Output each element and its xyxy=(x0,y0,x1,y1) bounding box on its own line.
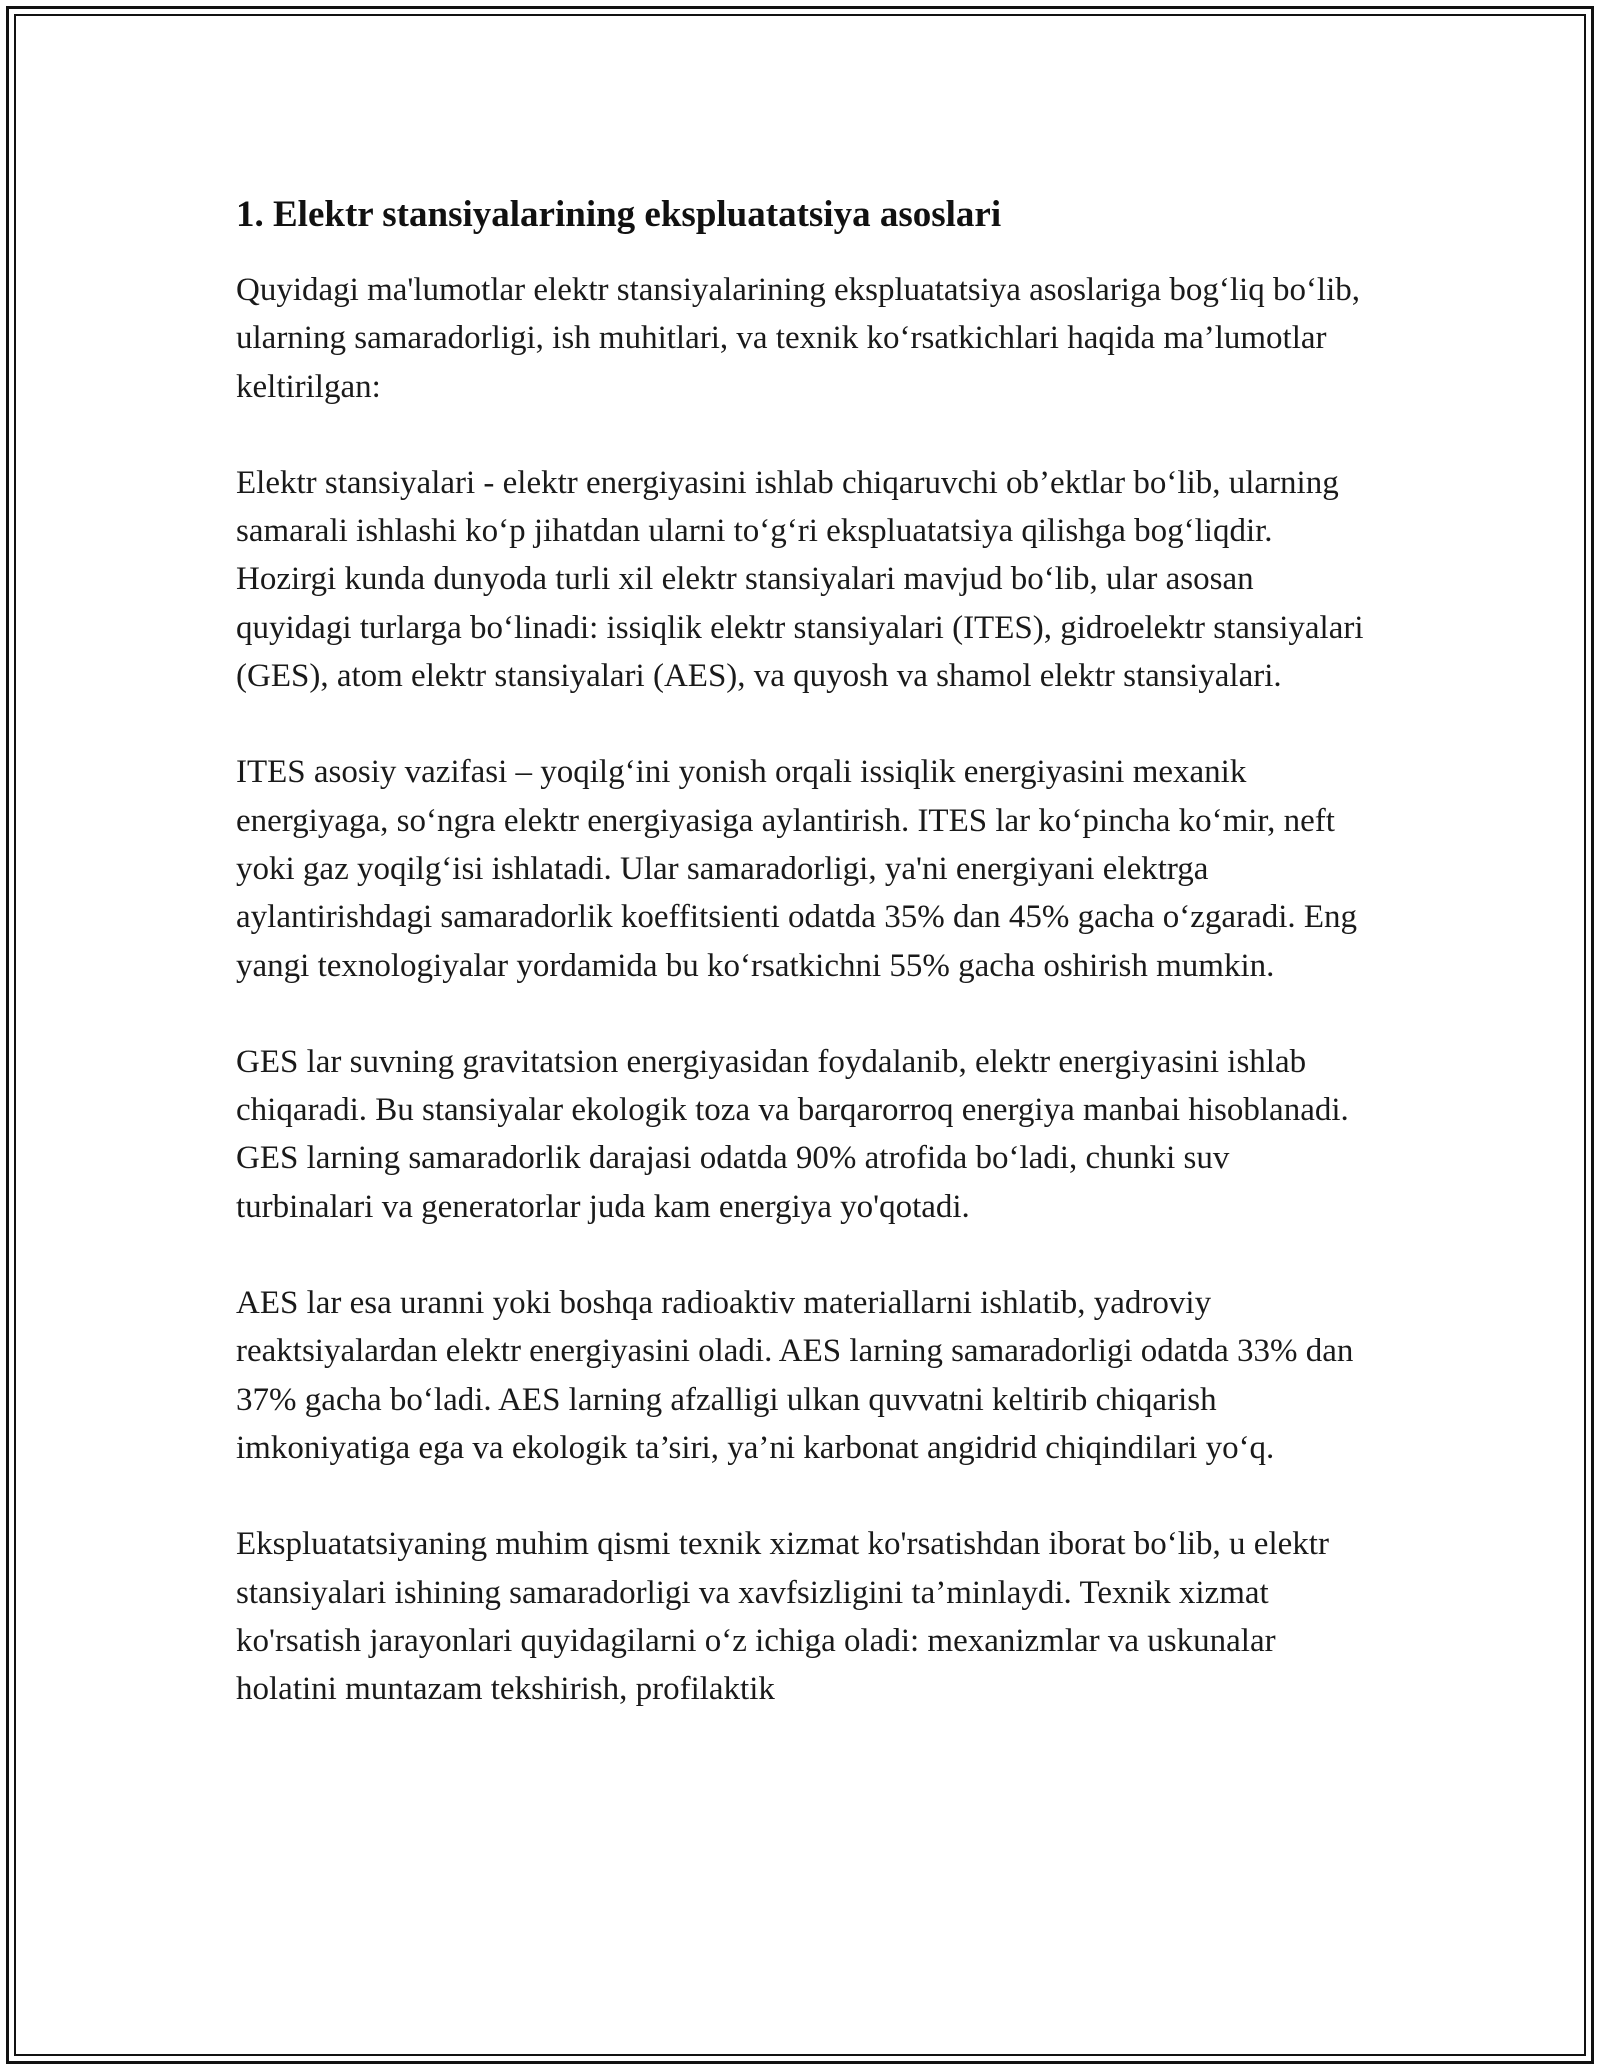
paragraph-ges: GES lar suvning gravitatsion energiyasidan foydalanib, elektr energiyasini ishlab chiqaradi. Bu stansiyalar ekologik toza va barqarorroq energiya manbai hisoblanadi. GES larning samaradorlik darajasi odatda 90% atrofida bo‘ladi, chunki suv turbinalari va generatorlar juda kam energiya yo'qotadi. xyxy=(236,1043,1349,1225)
paragraph-maintenance: Ekspluatatsiyaning muhim qismi texnik xizmat ko'rsatishdan iborat bo‘lib, u elektr stansiyalari ishining samaradorligi va xavfsizligini ta’minlaydi. Texnik xizmat ko'rsatish jarayonlari quyidagilarni o‘z ichiga oladi: mexanizmlar va uskunalar holatini muntazam tekshirish, profilaktik xyxy=(236,1526,1329,1708)
paragraph-station-types: Elektr stansiyalari - elektr energiyasini ishlab chiqaruvchi ob’ektlar bo‘lib, ularning samarali ishlashi ko‘p jihatdan ularni to‘g‘ri ekspluatatsiya qilishga bog‘liqdir. Hozirgi kunda dunyoda turli xil elektr stansiyalari mavjud bo‘lib, ular asosan quyidagi turlarga bo‘linadi: issiqlik elektr stansiyalari (ITES), gidroelektr stansiyalari (GES), atom elektr stansiyalari (AES), va quyosh va shamol elektr stansiyalari. xyxy=(236,464,1364,695)
paragraph-ites: ITES asosiy vazifasi – yoqilg‘ini yonish orqali issiqlik energiyasini mexanik energiyaga, so‘ngra elektr energiyasiga aylantirish. ITES lar ko‘pincha ko‘mir, neft yoki gaz yoqilg‘isi ishlatadi. Ular samaradorligi, ya'ni energiyani elektrga aylantirishdagi samaradorlik koeffitsienti odatda 35% dan 45% gacha o‘zgaradi. Eng yangi texnologiyalar yordamida bu ko‘rsatkichni 55% gacha oshirish mumkin. xyxy=(236,754,1358,984)
document-body xyxy=(236,190,1372,1761)
paragraph-aes: AES lar esa uranni yoki boshqa radioaktiv materiallarni ishlatib, yadroviy reaktsiyalardan elektr energiyasini oladi. AES larning samaradorligi odatda 33% dan 37% gacha bo‘ladi. AES larning afzalligi ulkan quvvatni keltirib chiqarish imkoniyatiga ega va ekologik ta’siri, ya’ni karbonat angidrid chiqindilari yo‘q. xyxy=(236,1285,1354,1466)
paragraph-intro: Quyidagi ma'lumotlar elektr stansiyalarining ekspluatatsiya asoslariga bog‘liq bo‘lib, ularning samaradorligi, ish muhitlari, va texnik ko‘rsatkichlari haqida ma’lumotlar keltirilgan: xyxy=(236,272,1361,405)
section-heading: 1. Elektr stansiyalarining ekspluatatsiya asoslari xyxy=(236,194,1002,235)
